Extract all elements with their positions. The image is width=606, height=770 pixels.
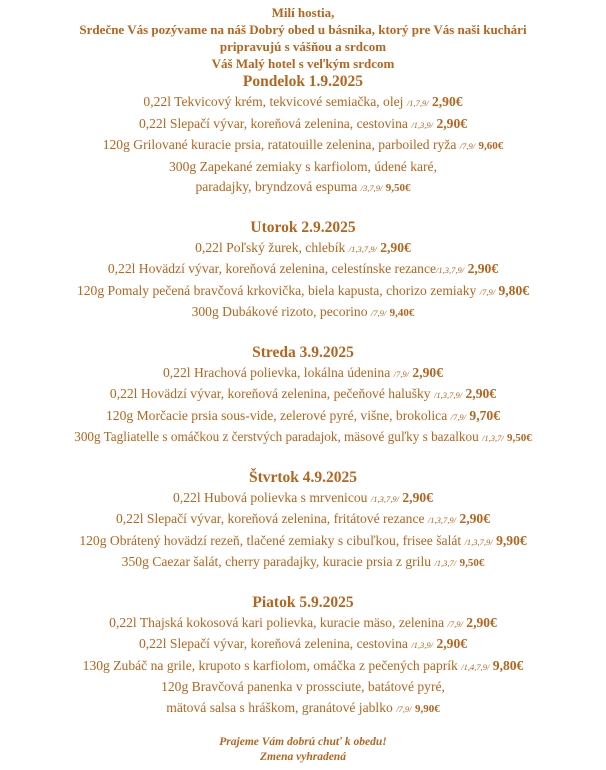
day-title-wednesday: Streda 3.9.2025 <box>252 343 354 361</box>
menu-item: 0,22l Thajská kokosová kari polievka, kuracie mäso, zelenina /7,9/ 2,90€ <box>109 614 497 630</box>
menu-item: 0,22l Hovädzí vývar, koreňová zelenina, pečeňové halušky /1,3,7,9/ 2,90€ <box>109 386 497 401</box>
greeting: Milí hostia, <box>271 5 335 20</box>
menu-item: 0,22l Slepačí vývar, koreňová zelenina, fritátové rezance /1,3,7,9/ 2,90€ <box>115 511 491 526</box>
day-title-tuesday: Utorok 2.9.2025 <box>250 218 356 236</box>
menu-item: 120g Obrátený hovädzí rezeň, tlačené zemiaky s cibuľkou, frisee šalát /1,3,7,9/ 9,90€ <box>79 532 527 548</box>
day-title-friday: Piatok 5.9.2025 <box>252 593 354 611</box>
menu-item: 0,22l Slepačí vývar, koreňová zelenina, cestovina /1,3,9/ 2,90€ <box>138 115 468 131</box>
menu-item: 120g Grilované kuracie prsia, ratatouille zelenina, parboiled ryža /7,9/ 9,60€ <box>102 137 504 152</box>
change-notice: Zmena vyhradená <box>260 751 346 763</box>
menu-item: 300g Dubákové rizoto, pecorino /7,9/ 9,40€ <box>191 304 415 319</box>
menu-item: 300g Zapekané zemiaky s karfiolom, údené karé, <box>169 158 437 174</box>
menu-item: 0,22l Tekvicový krém, tekvicové semiačka, olej /1,7,9/ 2,90€ <box>143 94 463 109</box>
hotel-signature: Váš Malý hotel s veľkým srdcom <box>211 56 395 71</box>
menu-item: 0,22l Slepačí vývar, koreňová zelenina, cestovina /1,3,9/ 2,90€ <box>138 636 468 651</box>
menu-item: 0,22l Hrachová polievka, lokálna údenina /7,9/ 2,90€ <box>162 364 443 380</box>
menu-item: 130g Zubáč na grile, krupoto s karfiolom, omáčka z pečených paprík /1,4,7,9/ 9,80€ <box>82 657 524 673</box>
day-title-monday: Pondelok 1.9.2025 <box>242 73 364 90</box>
menu-item: mätová salsa s hráškom, granátové jablko /7,9/ 9,90€ <box>166 699 440 715</box>
menu-item: 120g Pomaly pečená bravčová krkovička, biela kapusta, chorizo zemiaky /7,9/ 9,80€ <box>76 282 530 298</box>
invitation-line-2: pripravujú s vášňou a srdcom <box>219 39 387 54</box>
menu-item: 300g Tagliatelle s omáčkou z čerstvých paradajok, mäsové guľky s bazalkou /1,3,7/ 9,50€ <box>74 429 532 444</box>
closing-wish: Prajeme Vám dobrú chuť k obedu! <box>219 736 387 748</box>
menu-item: 0,22l Hubová polievka s mrvenicou /1,3,7,9/ 2,90€ <box>173 489 433 505</box>
menu-item: 350g Caezar šalát, cherry paradajky, kuracie prsia z grilu /1,3,7/ 9,50€ <box>121 554 485 569</box>
menu-item: paradajky, bryndzová espuma /3,7,9/ 9,50€ <box>195 179 411 194</box>
menu-item: 120g Bravčová panenka v prossciute, batátové pyré, <box>161 679 445 694</box>
menu-item: 0,22l Hovädzí vývar, koreňová zelenina, celestínske rezance/1,3,7,9/ 2,90€ <box>107 261 499 276</box>
day-title-thursday: Štvrtok 4.9.2025 <box>248 468 358 486</box>
menu-item: 120g Morčacie prsia sous-vide, zelerové pyré, višne, brokolica /7,9/ 9,70€ <box>106 407 500 423</box>
invitation-line-1: Srdečne Vás pozývame na náš Dobrý obed u básnika, ktorý pre Vás naši kuchári <box>79 22 527 37</box>
menu-item: 0,22l Poľský žurek, chlebík /1,3,7,9/ 2,90€ <box>195 239 411 255</box>
